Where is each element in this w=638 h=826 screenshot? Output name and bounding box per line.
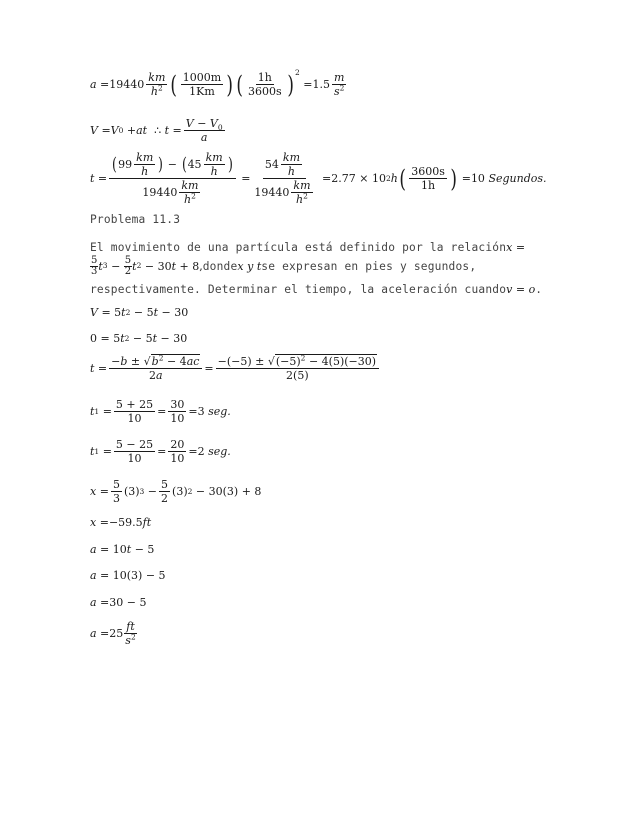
equation-acceleration-conversion: a = 19440 $\frac{km}{h^2}$ ( $\frac{1000m}{1Km}$ ) ( $\frac{1h}{3600s}$ ) $^2$ = 1.5 $\frac{m}{s^2}$ — [90, 67, 345, 99]
equation-velocity: V = V 0 + at ∴ t = $\frac{V - V_0}{a}$ — [90, 117, 223, 144]
problem-statement: El movimiento de una partícula está definido por la relación x = $\frac{5}{3}$ t 3 − $\frac{5}{2}$ t 2 − 30 t + 8, donde x y t se expresan en pies y segundos, respectivamente. Determinar el tiempo, la aceleración cuando v = o . — [90, 240, 543, 296]
equation-x-substitution: x = $\frac{5}{3}$ (3) 3 − $\frac{5}{2}$ (3) 2 − 30(3) + 8 — [90, 478, 262, 505]
equation-a-mid: a = 30 − 5 — [90, 596, 147, 609]
problem-title: Problema 11.3 — [90, 213, 181, 226]
statement-line-1: El movimiento de una partícula está definido por la relación — [90, 240, 507, 254]
equation-time-result: t = ( 99 $\frac{km}{h}$ ) − ( 45 $\frac{km}{h}$ ) 19440 $\frac{km}{h^2}$ = 54 $\frac{km}{h}$ 19440 $\frac{km}{h^2}$ = 2.77 × 10 2 h ( $\frac{3600s}{1h}$ ) = 10 Segundos. — [90, 151, 547, 206]
equation-t1: t 1 = $\frac{5 + 25}{10}$ = $\frac{30}{10}$ = 3 seg. — [90, 398, 231, 425]
equation-zero: 0 = 5 t 2 − 5 t − 30 — [90, 332, 188, 345]
equation-t2: t 1 = $\frac{5 - 25}{10}$ = $\frac{20}{10}$ = 2 seg. — [90, 438, 231, 465]
equation-x-result: x = −59.5 ft — [90, 516, 152, 529]
equation-a-result: a = 25 $\frac{ft}{s^2}$ — [90, 620, 136, 647]
statement-line-2: donde — [202, 259, 238, 273]
statement-line-3: respectivamente. Determinar el tiempo, la aceleración cuando — [90, 282, 507, 296]
equation-a-general: a = 10 t − 5 — [90, 543, 155, 556]
equation-v: V = 5 t 2 − 5 t − 30 — [90, 306, 189, 319]
equation-a-substitution: a = 10(3) − 5 — [90, 569, 166, 582]
equation-quadratic: t = $\frac{-b \pm √b^2 - 4ac}{2a}$ = $\frac{-(-5) \pm √(-5)^2 - 4(5)(-30)}{2(5)}$ — [90, 356, 381, 381]
